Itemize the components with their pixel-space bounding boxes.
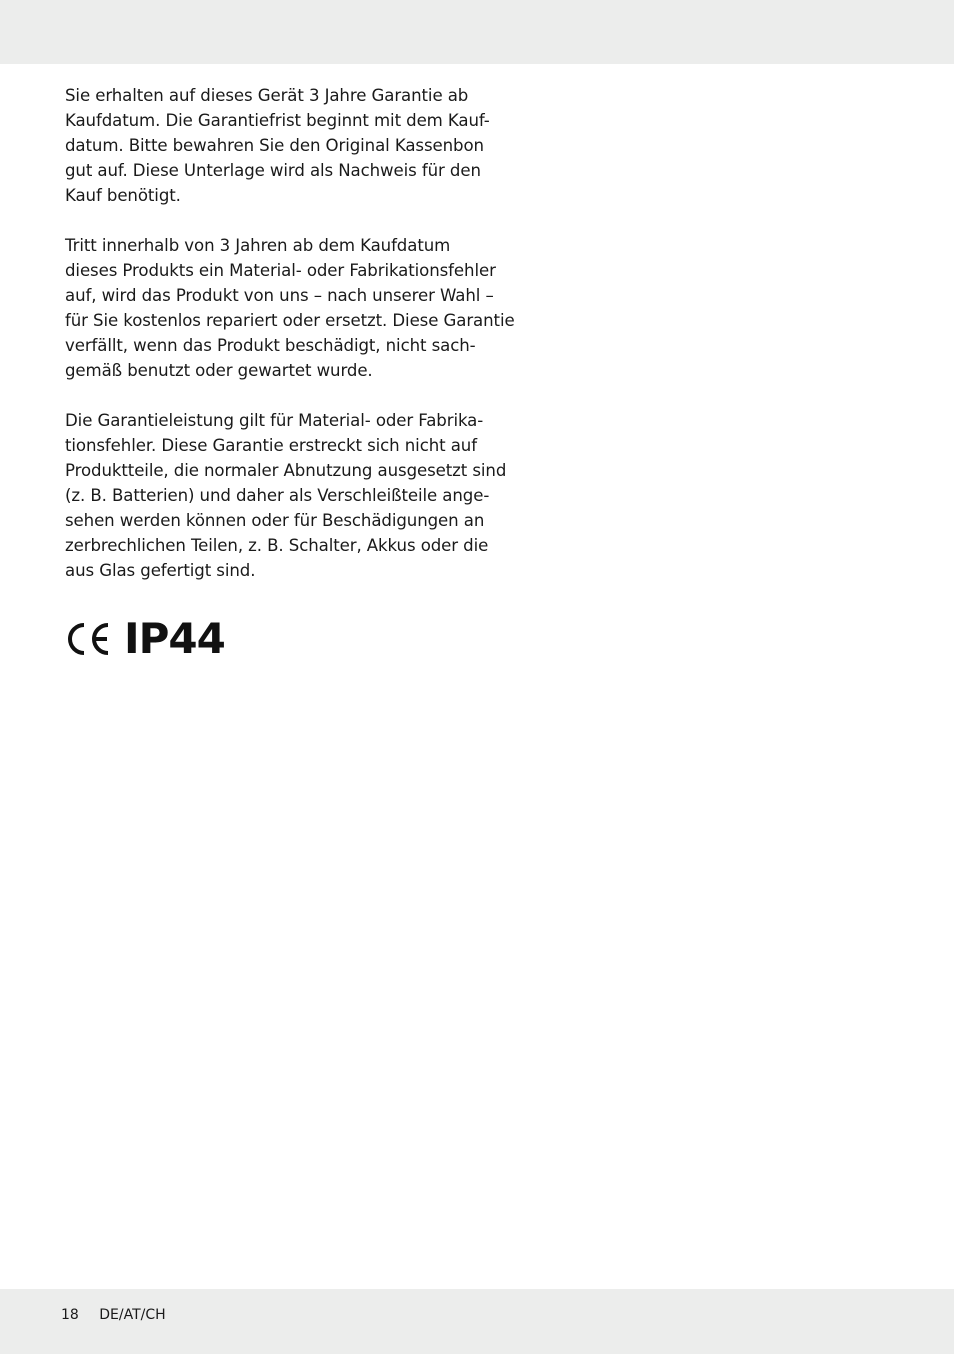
header-band xyxy=(0,0,954,64)
ip-rating: IP44 xyxy=(124,614,225,663)
text-line: zerbrechlichen Teilen, z. B. Schalter, Akkus oder die xyxy=(65,536,489,555)
text-line: Tritt innerhalb von 3 Jahren ab dem Kaufdatum xyxy=(65,236,451,255)
warranty-paragraph-1 xyxy=(65,83,490,208)
text-line: verfällt, wenn das Produkt beschädigt, nicht sach- xyxy=(65,336,476,355)
page-number: 18 xyxy=(61,1307,79,1323)
text-line: Kauf benötigt. xyxy=(65,186,181,205)
text-line: gemäß benutzt oder gewartet wurde. xyxy=(65,361,373,380)
page-footer xyxy=(61,1305,166,1325)
text-line: Produktteile, die normaler Abnutzung ausgesetzt sind xyxy=(65,461,507,480)
warranty-paragraph-2 xyxy=(65,233,515,383)
warranty-text xyxy=(65,83,515,608)
ce-mark-icon xyxy=(64,621,112,657)
text-line: Sie erhalten auf dieses Gerät 3 Jahre Garantie ab xyxy=(65,86,469,105)
text-line: datum. Bitte bewahren Sie den Original Kassenbon xyxy=(65,136,484,155)
text-line: dieses Produkts ein Material- oder Fabrikationsfehler xyxy=(65,261,496,280)
region-label: DE/AT/CH xyxy=(99,1307,166,1323)
text-line: sehen werden können oder für Beschädigungen an xyxy=(65,511,485,530)
certification-marks xyxy=(64,614,225,663)
text-line: gut auf. Diese Unterlage wird als Nachweis für den xyxy=(65,161,481,180)
text-line: für Sie kostenlos repariert oder ersetzt. Diese Garantie xyxy=(65,311,515,330)
text-line: tionsfehler. Diese Garantie erstreckt sich nicht auf xyxy=(65,436,477,455)
text-line: (z. B. Batterien) und daher als Verschleißteile ange- xyxy=(65,486,490,505)
text-line: auf, wird das Produkt von uns – nach unserer Wahl – xyxy=(65,286,494,305)
text-line: aus Glas gefertigt sind. xyxy=(65,561,256,580)
text-line: Die Garantieleistung gilt für Material- oder Fabrika- xyxy=(65,411,484,430)
warranty-paragraph-3 xyxy=(65,408,507,583)
text-line: Kaufdatum. Die Garantiefrist beginnt mit dem Kauf- xyxy=(65,111,490,130)
